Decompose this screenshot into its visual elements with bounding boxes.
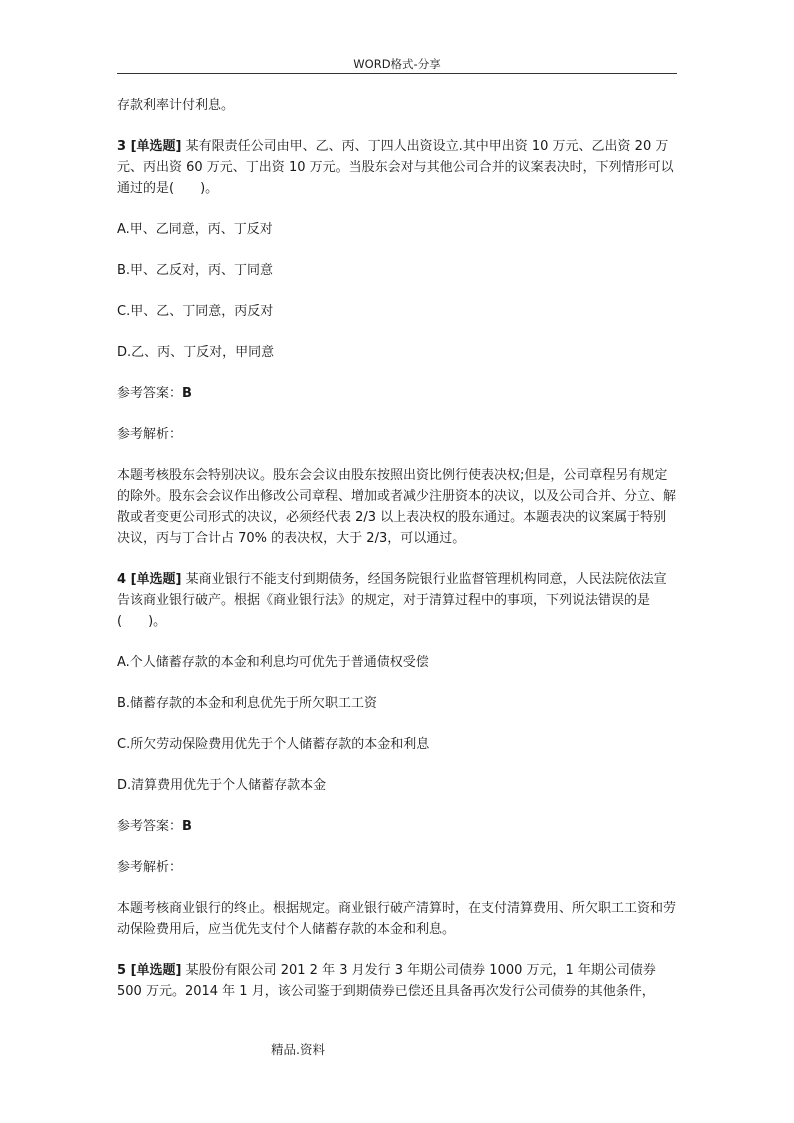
question-4-prefix: 4 [单选题] [117,572,182,587]
question-3-option-c: C.甲、乙、丁同意，丙反对 [117,304,274,319]
question-4-option-a: A.个人储蓄存款的本金和利息均可优先于普通债权受偿 [117,655,429,670]
document-body [117,95,679,1002]
question-4-answer [117,816,679,837]
question-4-analysis: 本题考核商业银行的终止。根据规定。商业银行破产清算时，在支付清算费用、所欠职工工资和劳动保险费用后，应当优先支付个人储蓄存款的本金和利息。 [117,901,677,937]
question-4-text: 某商业银行不能支付到期债务，经国务院银行业监督管理机构同意，人民法院依法宣告该商业银行破产。根据《商业银行法》的规定，对于清算过程中的事项，下列说法错误的是( )。 [117,572,667,629]
question-5-stem [117,960,679,1002]
answer-value: B [182,819,192,834]
answer-label: 参考答案： [117,386,183,401]
question-3-option-a: A.甲、乙同意，丙、丁反对 [117,222,273,237]
answer-label: 参考答案： [117,819,183,834]
question-3-text: 某有限责任公司由甲、乙、丙、丁四人出资设立.其中甲出资 10 万元、乙出资 20 万元、丙出资 60 万元、丁出资 10 万元。当股东会对与其他公司合并的议案表决时，下列情形可以通过的是( )。 [117,139,674,196]
question-3-analysis: 本题考核股东会特别决议。股东会会议由股东按照出资比例行使表决权;但是，公司章程另有规定的除外。股东会会议作出修改公司章程、增加或者减少注册资本的决议，以及公司合并、分立、解散或者变更公司形式的决议，必须经代表 2/3 以上表决权的股东通过。本题表决的议案属于特别决议，丙与丁合计占 70% 的表决权，大于 2/3，可以通过。 [117,468,677,546]
question-3-stem [117,136,679,199]
header-divider [117,73,677,74]
question-3-option-b: B.甲、乙反对，丙、丁同意 [117,263,274,278]
question-4-option-b: B.储蓄存款的本金和利息优先于所欠职工工资 [117,696,378,711]
question-4-option-c: C.所欠劳动保险费用优先于个人储蓄存款的本金和利息 [117,737,430,752]
question-5-prefix: 5 [单选题] [117,963,182,978]
question-4-analysis-label: 参考解析： [117,860,183,875]
page-header: WORD格式-分享 [353,57,441,71]
question-3-analysis-label: 参考解析： [117,427,183,442]
question-3-option-d: D.乙、丙、丁反对，甲同意 [117,345,275,360]
question-4-option-d: D.清算费用优先于个人储蓄存款本金 [117,778,327,793]
answer-value: B [182,386,192,401]
question-4-stem [117,569,679,632]
question-5-text: 某股份有限公司 201 2 年 3 月发行 3 年期公司债券 1000 万元，1 年期公司债券 500 万元。2014 年 1 月，该公司鉴于到期债券已偿还且具备再次发行公司债券的其他条件， [117,963,656,999]
intro-line: 存款利率计付利息。 [117,98,235,113]
question-3-answer [117,383,679,404]
page-footer: 精品.资料 [271,1042,325,1057]
question-3-prefix: 3 [单选题] [117,139,182,154]
